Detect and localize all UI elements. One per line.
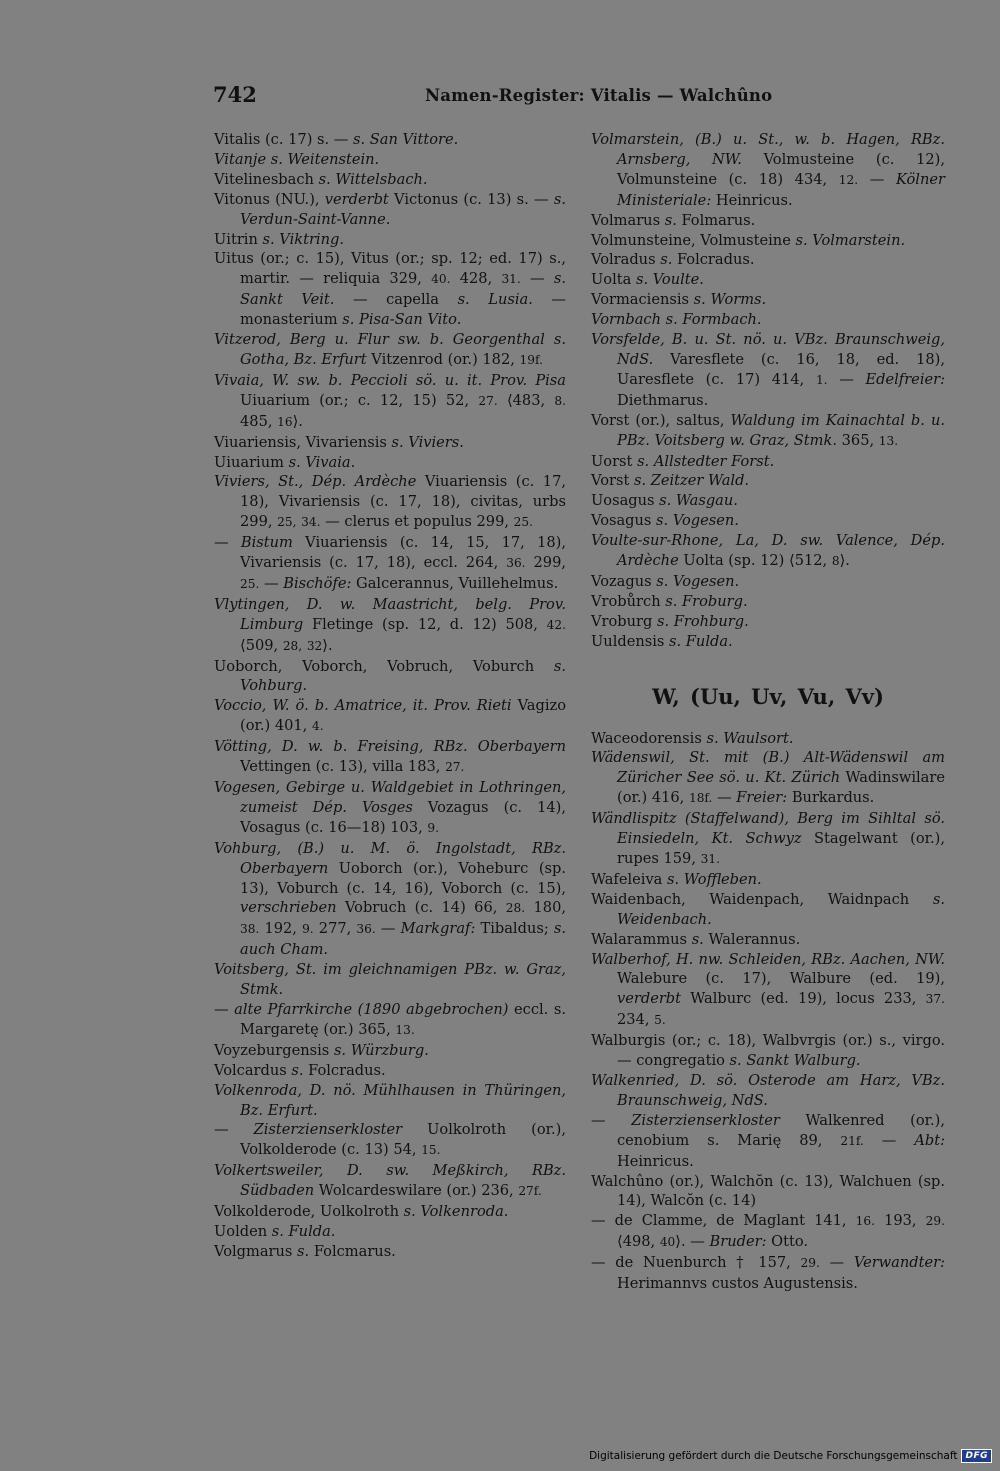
footer-credit bbox=[589, 1449, 992, 1463]
index-entry: — de Nuenburch † 157, 29. — Verwandter: Herimannvs custos Augustensis. bbox=[591, 1254, 946, 1293]
index-entry: Vormaciensis s. Worms. bbox=[591, 291, 767, 309]
index-entry: Walberhof, H. nw. Schleiden, RBz. Aachen, NW. Walebure (c. 17), Walbure (ed. 19), verderbt Walburc (ed. 19), locus 233, 37. 234, 5. bbox=[591, 950, 945, 1029]
index-entry: Vorsfelde, B. u. St. nö. u. VBz. Braunschweig, NdS. Varesflete (c. 16, 18, ed. 18), Uaresflete (c. 17) 414, 1. — Edelfreier: Diethmarus. bbox=[591, 331, 946, 409]
footer-credit-text: Digitalisierung gefördert durch die Deutsche Forschungsgemeinschaft bbox=[589, 1450, 958, 1462]
index-entry: Volkenroda, D. nö. Mühlhausen in Thüringen, Bz. Erfurt. bbox=[214, 1081, 566, 1119]
index-entry: Uoborch, Voborch, Vobruch, Voburch s. Vohburg. bbox=[214, 657, 566, 695]
index-entry: Wädenswil, St. mit (B.) Alt-Wädenswil am Züricher See sö. u. Kt. Zürich Wadinswilare (or.) 416, 18f. — Freier: Burkardus. bbox=[591, 749, 945, 807]
index-entry: Vitonus (NU.), verderbt Victonus (c. 13) s. — s. Verdun-Saint-Vanne. bbox=[214, 190, 566, 228]
index-entry: Vogesen, Gebirge u. Waldgebiet in Lothringen, zumeist Dép. Vosges Vozagus (c. 14), Vosagus (c. 16—18) 103, 9. bbox=[214, 779, 566, 836]
index-entry: Walkenried, D. sö. Osterode am Harz, VBz. Braunschweig, NdS. bbox=[591, 1071, 945, 1109]
index-entry: Vitanje s. Weitenstein. bbox=[214, 150, 380, 168]
index-entry: — Zisterzienserkloster Uolkolroth (or.), Volkolderode (c. 13) 54, 15. bbox=[214, 1121, 566, 1159]
index-entry: Walarammus s. Walerannus. bbox=[591, 930, 801, 948]
running-head: Namen-Register: Vitalis — Walchûno bbox=[425, 86, 773, 105]
index-entry: Waidenbach, Waidenpach, Waidnpach s. Weidenbach. bbox=[591, 890, 945, 928]
left-column bbox=[214, 130, 566, 1262]
index-entry: Uolta s. Voulte. bbox=[591, 271, 704, 289]
index-entry: Voyzeburgensis s. Würzburg. bbox=[214, 1041, 429, 1059]
index-entry: Vosagus s. Vogesen. bbox=[591, 512, 739, 530]
index-entry: Volradus s. Folcradus. bbox=[591, 251, 755, 269]
index-entry: Volcardus s. Folcradus. bbox=[214, 1061, 386, 1079]
index-entry: Uosagus s. Wasgau. bbox=[591, 492, 738, 510]
index-entry: Uuldensis s. Fulda. bbox=[591, 632, 733, 650]
index-entry: Uitrin s. Viktring. bbox=[214, 230, 344, 248]
right-column bbox=[591, 130, 945, 1294]
index-entry: Voitsberg, St. im gleichnamigen PBz. w. Graz, Stmk. bbox=[214, 961, 566, 999]
index-entry: Walchûno (or.), Walchŏn (c. 13), Walchuen (sp. 14), Walcŏn (c. 14) bbox=[591, 1172, 945, 1210]
dfg-logo: DFG bbox=[961, 1449, 992, 1463]
index-entry: Vivaia, W. sw. b. Peccioli sö. u. it. Prov. Pisa Uiuarium (or.; c. 12, 15) 52, 27. ⟨483, 8. 485, 16⟩. bbox=[214, 371, 567, 430]
index-entry: Uorst s. Allstedter Forst. bbox=[591, 452, 775, 470]
index-entry: Vitzerod, Berg u. Flur sw. b. Georgenthal s. Gotha, Bz. Erfurt Vitzenrod (or.) 182, 19f. bbox=[214, 331, 566, 368]
index-entry: Uolden s. Fulda. bbox=[214, 1222, 336, 1240]
index-entry: Uitus (or.; c. 15), Vitus (or.; sp. 12; ed. 17) s., martir. — reliquia 329, 40. 428, 31. — s. Sankt Veit. — capella s. Lusia. — monasterium s. Pisa-San Vito. bbox=[214, 250, 567, 329]
index-entry: Viuariensis, Vivariensis s. Viviers. bbox=[214, 433, 464, 451]
index-entry: Vohburg, (B.) u. M. ö. Ingolstadt, RBz. Oberbayern Uoborch (or.), Voheburc (sp. 13), Voburch (c. 14, 16), Voborch (c. 15), verschrieben Vobruch (c. 14) 66, 28. 180, 38. 192, 9. 277, 36. — Markgraf: Tibaldus; s. auch Cham. bbox=[214, 839, 566, 959]
index-entry: Volmunsteine, Volmusteine s. Volmarstein. bbox=[591, 231, 906, 249]
index-entry: Vötting, D. w. b. Freising, RBz. Oberbayern Vettingen (c. 13), villa 183, 27. bbox=[214, 738, 566, 776]
index-entry: Volgmarus s. Folcmarus. bbox=[214, 1242, 396, 1260]
index-entry: Vroburg s. Frohburg. bbox=[591, 612, 749, 630]
index-entry: Vozagus s. Vogesen. bbox=[591, 572, 740, 590]
right-column-bottom-entries bbox=[591, 729, 945, 1294]
index-entry: Volkolderode, Uolkolroth s. Volkenroda. bbox=[214, 1203, 509, 1221]
index-entry: Volmarus s. Folmarus. bbox=[591, 211, 756, 229]
index-entry: Vorst s. Zeitzer Wald. bbox=[591, 472, 750, 490]
index-entry: Vorst (or.), saltus, Waldung im Kainachtal b. u. PBz. Voitsberg w. Graz, Stmk. 365, 13. bbox=[591, 411, 945, 449]
index-entry: Vlytingen, D. w. Maastricht, belg. Prov. Limburg Fletinge (sp. 12, d. 12) 508, 42. ⟨509, 28, 32⟩. bbox=[214, 595, 566, 654]
index-entry: Viviers, St., Dép. Ardèche Viuariensis (c. 17, 18), Vivariensis (c. 17, 18), civitas, urbs 299, 25, 34. — clerus et populus 299, 25. bbox=[214, 473, 566, 531]
index-entry: — de Clamme, de Maglant 141, 16. 193, 29. ⟨498, 40⟩. — Bruder: Otto. bbox=[591, 1212, 946, 1251]
index-entry: Walburgis (or.; c. 18), Walbvrgis (or.) s., virgo. — congregatio s. Sankt Walburg. bbox=[591, 1032, 945, 1070]
section-heading: W, (Uu, Uv, Vu, Vv) bbox=[652, 683, 884, 709]
index-entry: Wafeleiva s. Woffleben. bbox=[591, 870, 762, 888]
index-entry: Wändlispitz (Staffelwand), Berg im Sihltal sö. Einsiedeln, Kt. Schwyz Stagelwant (or.), rupes 159, 31. bbox=[591, 810, 945, 867]
index-entry: Voccio, W. ö. b. Amatrice, it. Prov. Rieti Vagizo (or.) 401, 4. bbox=[214, 697, 566, 735]
index-entry: Volmarstein, (B.) u. St., w. b. Hagen, RBz. Arnsberg, NW. Volmusteine (c. 12), Volmunsteine (c. 18) 434, 12. — Kölner Ministeriale: Heinricus. bbox=[591, 131, 945, 209]
index-entry: — Bistum Viuariensis (c. 14, 15, 17, 18), Vivariensis (c. 17, 18), eccl. 264, 36. 299, 25. — Bischöfe: Galcerannus, Vuillehelmus. bbox=[214, 534, 567, 592]
index-entry: Vrobůrch s. Froburg. bbox=[591, 592, 748, 610]
index-entry: Vitalis (c. 17) s. — s. San Vittore. bbox=[214, 131, 459, 148]
index-entry: Waceodorensis s. Waulsort. bbox=[591, 729, 794, 747]
index-entry: Vitelinesbach s. Wittelsbach. bbox=[214, 170, 428, 188]
index-entry: Uiuarium s. Vivaia. bbox=[214, 453, 356, 471]
index-entry: Vornbach s. Formbach. bbox=[591, 311, 762, 329]
index-entry: Voulte-sur-Rhone, La, D. sw. Valence, Dép. Ardèche Uolta (sp. 12) ⟨512, 8⟩. bbox=[591, 532, 945, 570]
index-entry: — Zisterzienserkloster Walkenred (or.), cenobium s. Marię 89, 21f. — Abt: Heinricus. bbox=[591, 1111, 946, 1170]
right-column-top-entries bbox=[591, 130, 945, 652]
index-entry: — alte Pfarrkirche (1890 abgebrochen) eccl. s. Margaretę (or.) 365, 13. bbox=[214, 1000, 566, 1038]
index-entry: Volkertsweiler, D. sw. Meßkirch, RBz. Südbaden Wolcardeswilare (or.) 236, 27f. bbox=[214, 1162, 566, 1200]
page-number: 742 bbox=[213, 82, 257, 107]
